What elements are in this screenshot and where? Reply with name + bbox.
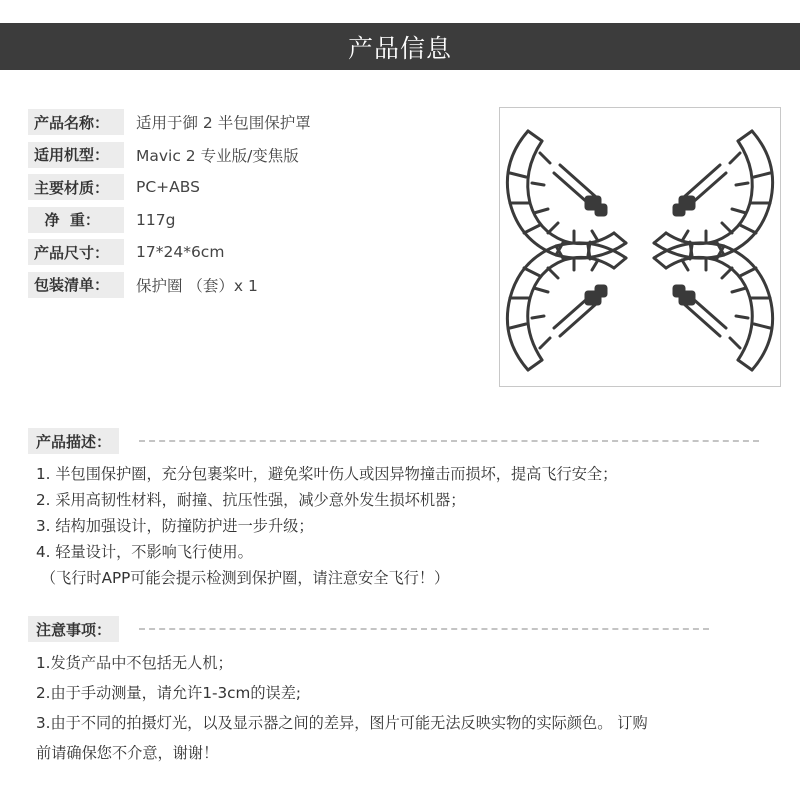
spec-row: [28, 204, 311, 237]
section-divider: [139, 440, 759, 442]
spec-value: 17*24*6cm: [136, 243, 225, 262]
notes-title: 注意事项：: [28, 616, 119, 642]
description-title: 产品描述：: [28, 428, 119, 454]
page-title: 产品信息: [347, 33, 452, 63]
notes-item: 3.由于不同的拍摄灯光，以及显示器之间的差异，图片可能无法反映实物的实际颜色。 订购: [36, 714, 648, 732]
spec-value: 适用于御 2 半包围保护罩: [136, 114, 311, 133]
spec-row: [28, 139, 311, 172]
notes-header: [28, 616, 709, 642]
header-bar: [0, 23, 800, 70]
spec-label: 产品尺寸：: [28, 239, 124, 265]
description-list: [36, 461, 617, 591]
description-note: （飞行时APP可能会提示检测到保护圈，请注意安全飞行！）: [36, 569, 450, 587]
spec-label: 适用机型：: [28, 142, 124, 168]
notes-item: 前请确保您不介意，谢谢！: [36, 744, 219, 762]
notes-list: [36, 648, 648, 768]
description-item: 4. 轻量设计，不影响飞行使用。: [36, 543, 253, 561]
description-item: 1. 半包围保护圈，充分包裹桨叶，避免桨叶伤人或因异物撞击而损坏，提高飞行安全；: [36, 465, 618, 483]
propeller-guards-illustration: [500, 108, 780, 386]
spec-label: 包装清单：: [28, 272, 124, 298]
description-item: 2. 采用高韧性材料，耐撞、抗压性强，减少意外发生损坏机器；: [36, 491, 466, 509]
spec-row: [28, 171, 311, 204]
spec-value: Mavic 2 专业版/变焦版: [136, 146, 299, 165]
notes-item: 2.由于手动测量，请允许1-3cm的误差;: [36, 684, 301, 702]
spec-row: [28, 269, 311, 302]
spec-value: 117g: [136, 210, 176, 229]
section-divider: [139, 628, 709, 630]
spec-value: 保护圈 （套）x 1: [136, 276, 258, 295]
spec-label: 净 重：: [28, 207, 124, 233]
spec-table: [28, 106, 311, 301]
spec-label: 主要材质：: [28, 174, 124, 200]
description-item: 3. 结构加强设计，防撞防护进一步升级；: [36, 517, 314, 535]
notes-item: 1.发货产品中不包括无人机；: [36, 654, 233, 672]
description-header: [28, 428, 759, 454]
spec-row: [28, 106, 311, 139]
spec-label: 产品名称：: [28, 109, 124, 135]
spec-value: PC+ABS: [136, 178, 200, 197]
product-photo: [499, 107, 781, 387]
spec-row: [28, 236, 311, 269]
